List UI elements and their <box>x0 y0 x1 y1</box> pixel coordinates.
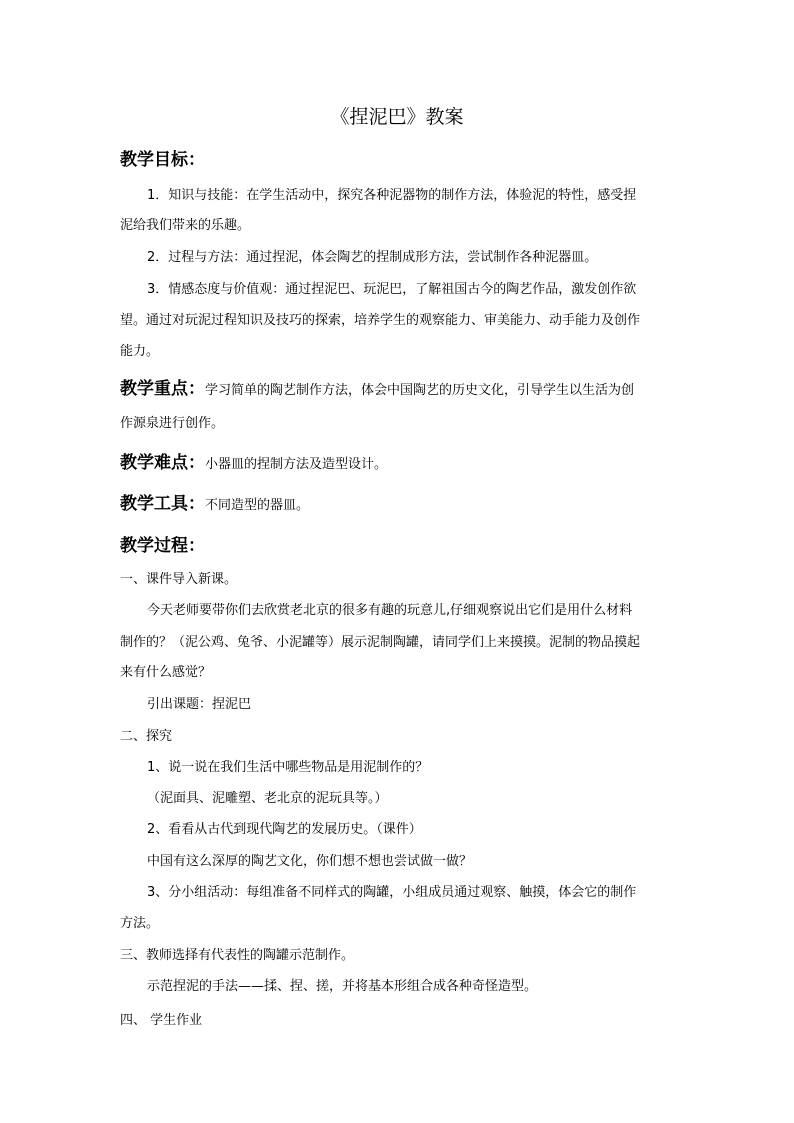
process-line: 1、说一说在我们生活中哪些物品是用泥制作的？ <box>147 760 429 775</box>
objectives-line: 望。通过对玩泥过程知识及技巧的探索，培养学生的观察能力、审美能力、动手能力及创作 <box>120 313 641 328</box>
document-title: 《捏泥巴》教案 <box>330 106 464 128</box>
tools-text: 不同造型的器皿。 <box>205 498 310 513</box>
process-line: 一、课件导入新课。 <box>120 572 238 587</box>
objectives-line: 能力。 <box>120 344 160 359</box>
process-line: 示范捏泥的手法——揉、捏、搓，并将基本形组合成各种奇怪造型。 <box>147 979 538 994</box>
tools-heading: 教学工具： <box>120 494 205 514</box>
process-line: 三、教师选择有代表性的陶罐示范制作。 <box>120 948 355 963</box>
difficulties-section <box>120 451 387 477</box>
process-line: 引出课题：捏泥巴 <box>147 697 252 712</box>
key-points-section <box>120 377 634 403</box>
difficulties-heading: 教学难点： <box>120 453 205 473</box>
process-line: 来有什么感觉？ <box>120 665 212 680</box>
objectives-line: 3．情感态度与价值观：通过捏泥巴、玩泥巴，了解祖国古今的陶艺作品，激发创作欲 <box>147 282 637 297</box>
objectives-line: 2．过程与方法：通过捏泥，体会陶艺的捏制成形方法，尝试制作各种泥器皿。 <box>147 250 598 265</box>
process-heading: 教学过程： <box>120 536 205 556</box>
process-line: 制作的？（泥公鸡、兔爷、小泥罐等）展示泥制陶罐，请同学们上来摸摸。泥制的物品摸起 <box>120 635 641 650</box>
process-line: 2、看看从古代到现代陶艺的发展历史。（课件） <box>147 822 422 837</box>
difficulties-text: 小器皿的捏制方法及造型设计。 <box>205 457 388 472</box>
objectives-heading: 教学目标： <box>120 150 205 170</box>
process-line: 中国有这么深厚的陶艺文化，你们想不想也尝试做一做？ <box>147 854 473 869</box>
process-line: （泥面具、泥雕塑、老北京的泥玩具等。） <box>147 791 388 806</box>
process-line: 3、分小组活动：每组准备不同样式的陶罐，小组成员通过观察、触摸，体会它的制作 <box>147 885 637 900</box>
tools-section <box>120 492 309 518</box>
key-points-text-continued: 作源泉进行创作。 <box>120 416 225 431</box>
process-line: 二、探究 <box>120 729 173 744</box>
process-line: 今天老师要带你们去欣赏老北京的很多有趣的玩意儿,仔细观察说出它们是用什么材料 <box>147 603 633 618</box>
process-line: 四、 学生作业 <box>120 1013 203 1028</box>
objectives-line: 泥给我们带来的乐趣。 <box>120 218 251 233</box>
objectives-line: 1．知识与技能：在学生活动中，探究各种泥器物的制作方法，体验泥的特性，感受捏 <box>147 188 637 203</box>
key-points-heading: 教学重点： <box>120 379 205 399</box>
key-points-text: 学习简单的陶艺制作方法，体会中国陶艺的历史文化，引导学生以生活为创 <box>205 383 635 398</box>
process-line: 方法。 <box>120 916 160 931</box>
